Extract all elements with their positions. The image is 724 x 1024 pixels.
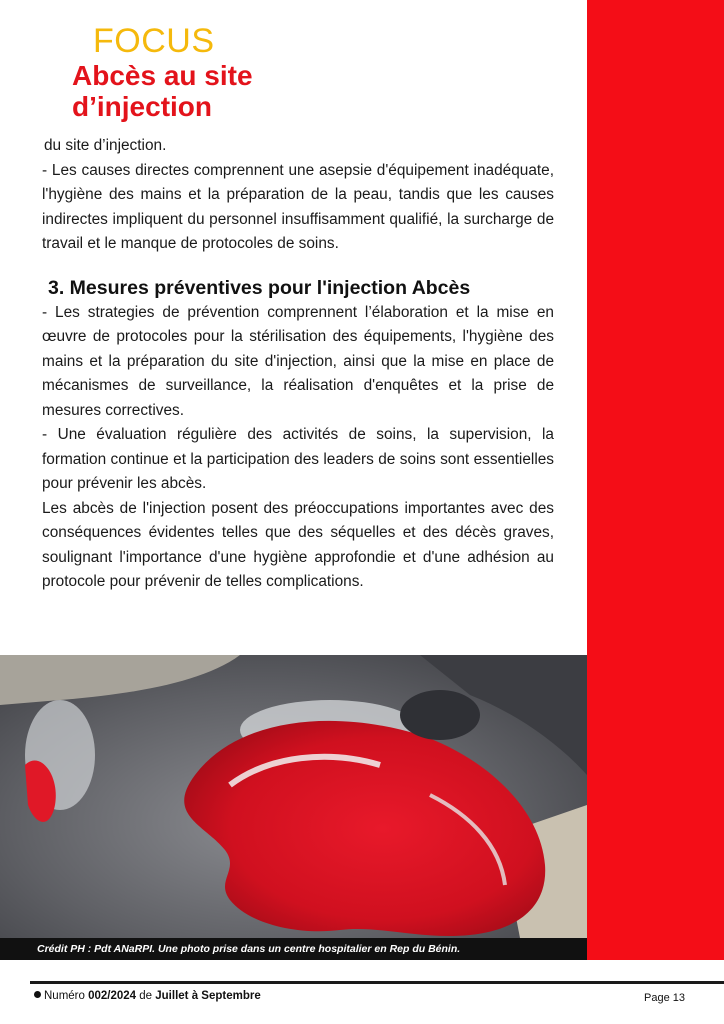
bullet-icon [34,991,41,998]
paragraph-conclusion: Les abcès de l'injection posent des préoccupations importantes avec des conséquences évidentes telles que des séquelles et des décès graves, soulignant l'importance d'une hygiène approfondie et d'une adhésion au protocole pour prévenir de telles complications. [42,499,554,590]
issue-number: 002/2024 [88,990,137,1002]
page-title-line1: Abcès au site [72,60,253,91]
issue-period: Juillet à Septembre [155,990,261,1002]
paragraph-evaluation: - Une évaluation régulière des activités de soins, la supervision, la formation continue et la participation des leaders de soins sont essentielles pour prévenir les abcès. [42,426,554,492]
section-heading: 3. Mesures préventives pour l'injection Abcès [48,276,471,299]
page-title-line2: d’injection [72,91,212,122]
photo-caption: Crédit PH : Pdt ANaRPI. Une photo prise dans un centre hospitalier en Rep du Bénin. [0,938,587,960]
paragraph-strategies: - Les strategies de prévention comprennent l’élaboration et la mise en œuvre de protocoles pour la stérilisation des équipements, l'hygiène des mains et la préparation du site d'injection, ainsi que la mise en place de mécanismes de surveillance, la réalisation d'enquêtes et la prise de mesures correctives. [42,303,554,419]
paragraph-causes: - Les causes directes comprennent une asepsie d'équipement inadéquate, l'hygiène des mains et la préparation de la peau, tandis que les causes indirectes impliquent du personnel insuffisamment qualifié, la surcharge de travail et le manque de protocoles de soins. [42,161,554,252]
footer-divider [30,981,724,984]
issue-middle: de [136,990,156,1002]
article-body [42,134,554,595]
issue-info [34,990,261,1002]
section-label-focus: FOCUS [93,22,215,60]
continuation-text: du site d’injection. [44,137,167,154]
page-title [72,60,253,122]
page-number: Page 13 [644,992,685,1004]
issue-prefix: Numéro [44,990,89,1002]
red-side-band [587,0,724,960]
abscess-photo-illustration [0,655,587,960]
abscess-photo [0,655,587,960]
